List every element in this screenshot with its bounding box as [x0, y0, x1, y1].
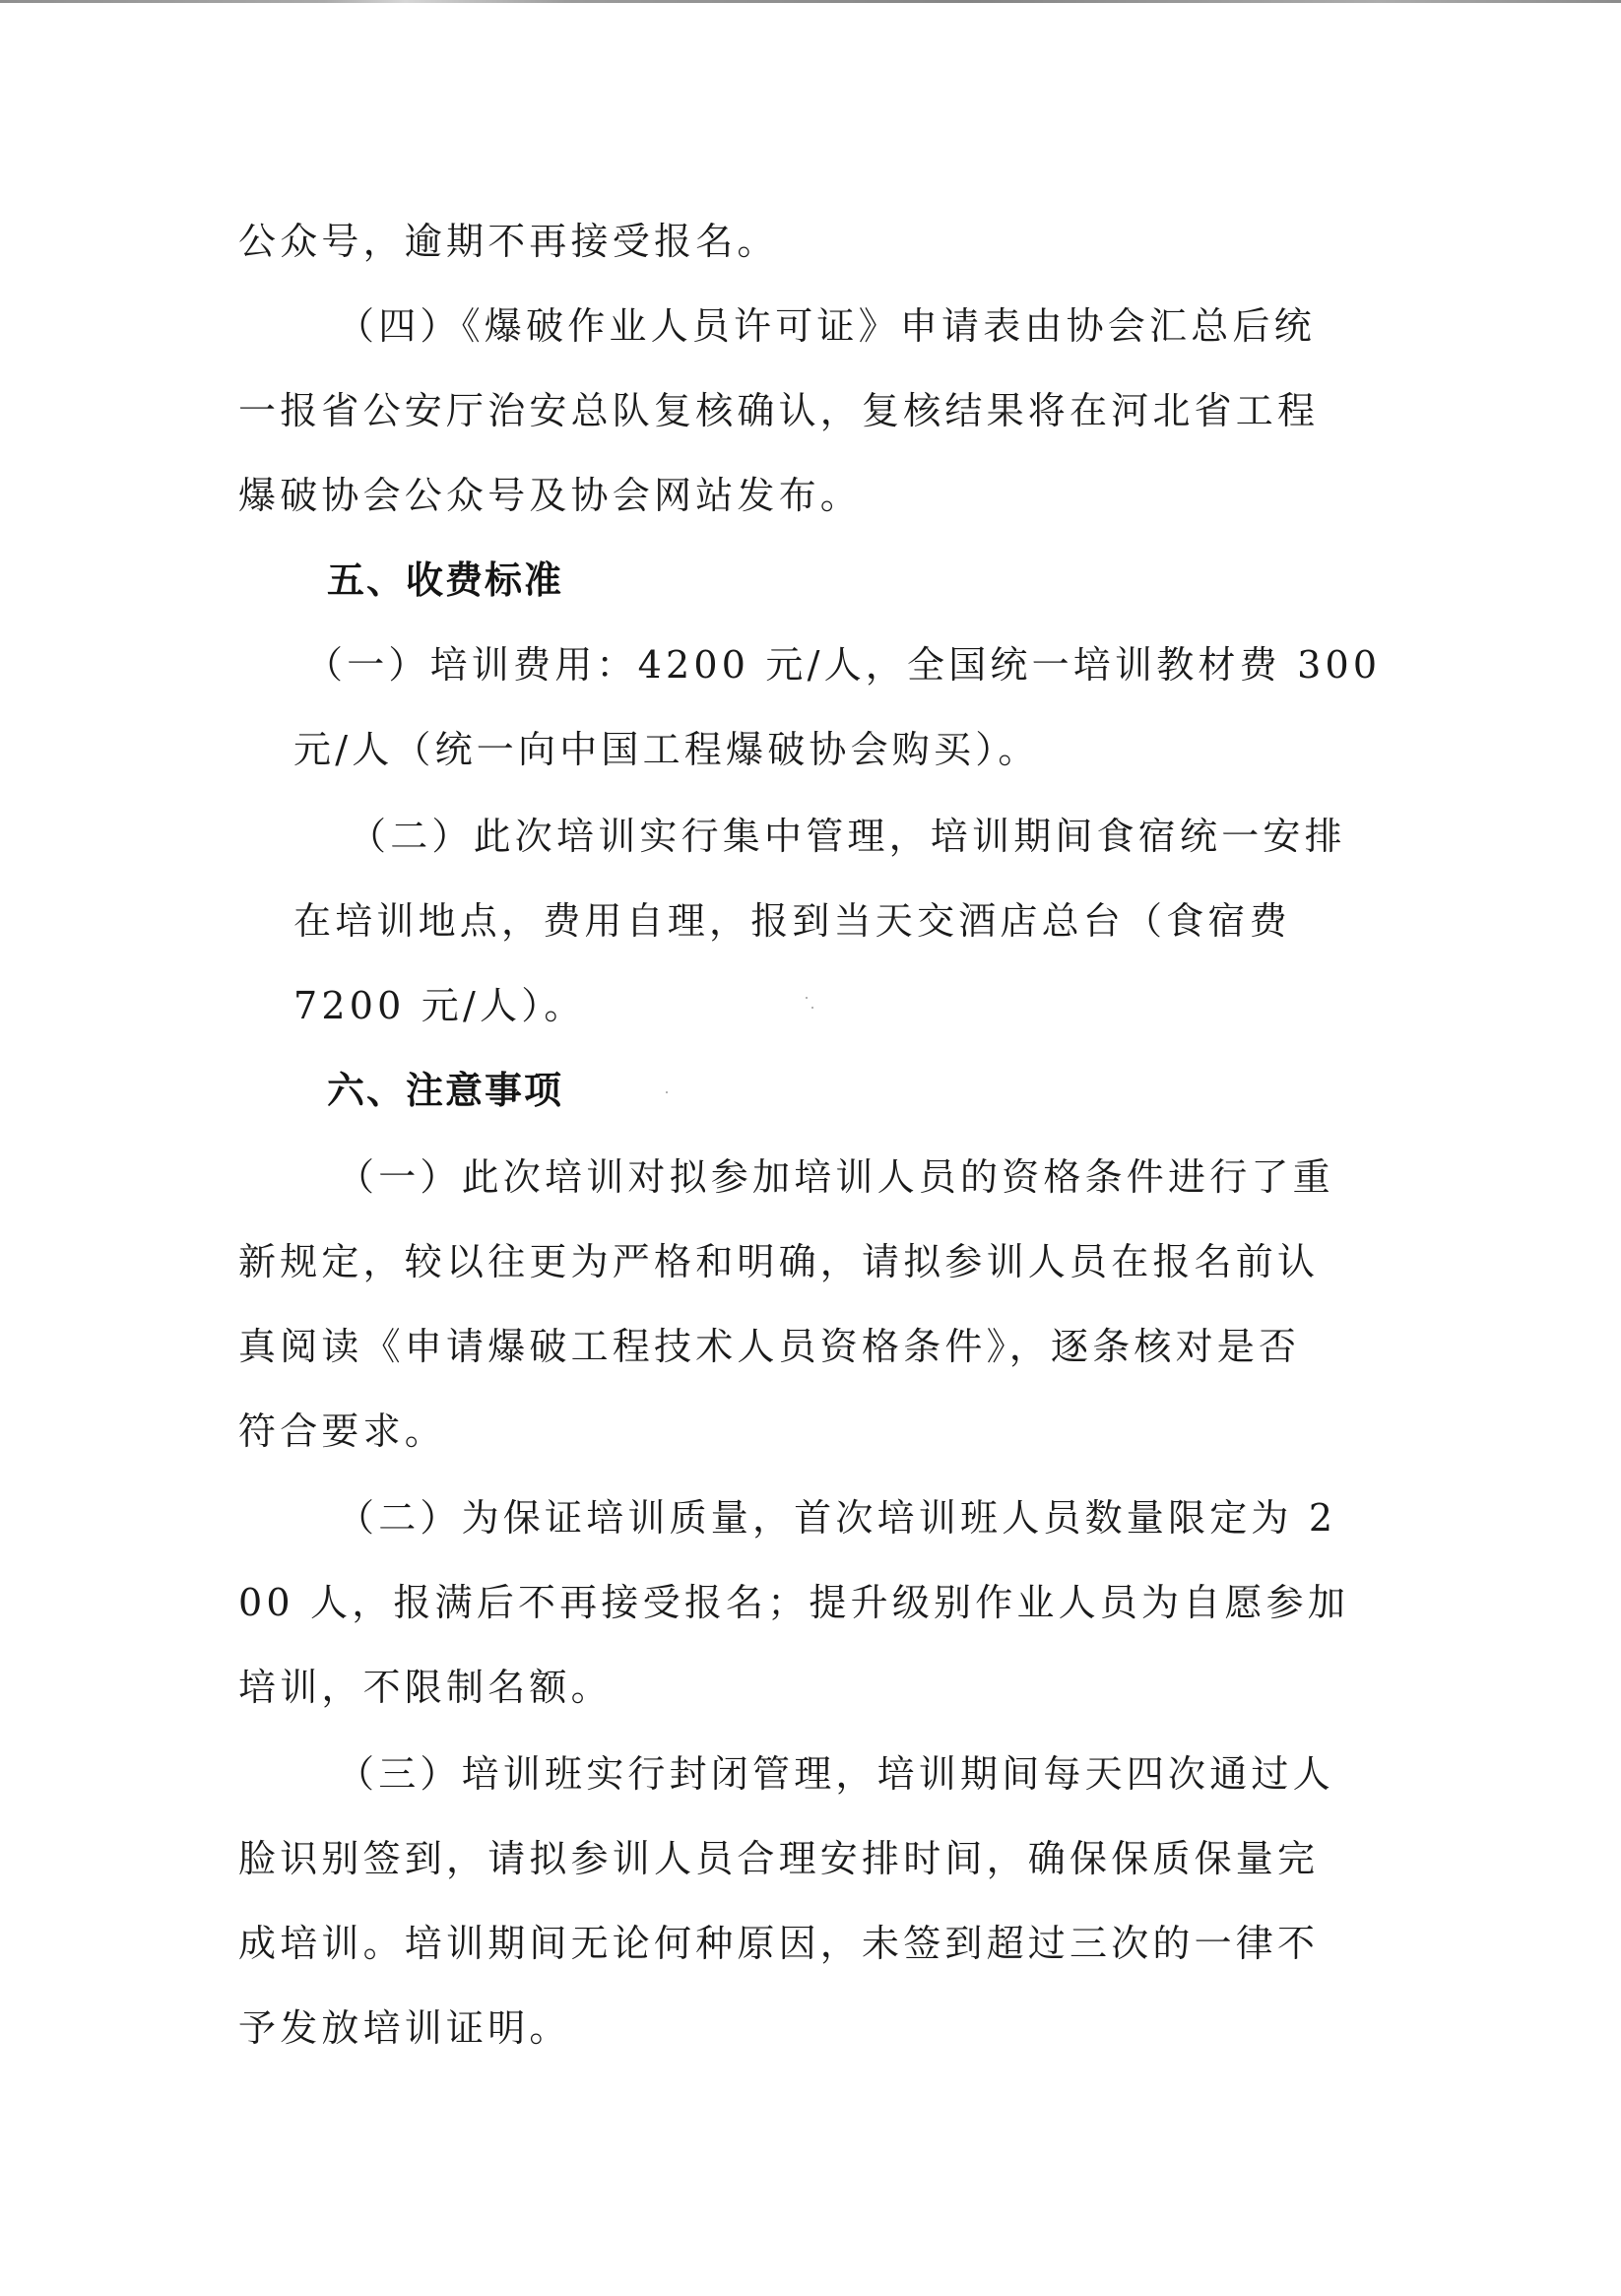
- section-heading-fees: 五、收费标准: [327, 558, 564, 602]
- scan-top-edge: [0, 0, 1621, 3]
- paragraph-line: 00 人，报满后不再接受报名；提升级别作业人员为自愿参加: [238, 1581, 1350, 1624]
- scan-speck: [811, 1007, 813, 1009]
- paragraph-line: 一报省公安厅治安总队复核确认，复核结果将在河北省工程: [238, 389, 1320, 432]
- paragraph-line: （二）为保证培训质量，首次培训班人员数量限定为 2: [337, 1496, 1337, 1540]
- paragraph-line: 7200 元/人）。: [293, 984, 586, 1027]
- section-heading-notes: 六、注意事项: [327, 1069, 564, 1112]
- paragraph-line: 予发放培训证明。: [238, 2006, 571, 2050]
- paragraph-line: 元/人（统一向中国工程爆破协会购买）。: [293, 728, 1040, 771]
- paragraph-line: 培训，不限制名额。: [238, 1666, 613, 1709]
- paragraph-line: 公众号，逾期不再接受报名。: [238, 220, 779, 263]
- paragraph-line: 符合要求。: [238, 1410, 447, 1453]
- scan-speck: [666, 1091, 668, 1093]
- paragraph-line: 成培训。培训期间无论何种原因，未签到超过三次的一律不: [238, 1922, 1320, 1965]
- paragraph-line: 爆破协会公众号及协会网站发布。: [238, 474, 863, 517]
- paragraph-line: （三）培训班实行封闭管理，培训期间每天四次通过人: [337, 1752, 1334, 1796]
- paragraph-line: （四）《爆破作业人员许可证》申请表由协会汇总后统: [337, 304, 1316, 348]
- paragraph-line: （二）此次培训实行集中管理，培训期间食宿统一安排: [349, 815, 1346, 858]
- paragraph-line: 脸识别签到，请拟参训人员合理安排时间，确保保质保量完: [238, 1837, 1320, 1880]
- paragraph-line: （一）此次培训对拟参加培训人员的资格条件进行了重: [337, 1155, 1334, 1199]
- paragraph-line: （一）培训费用：4200 元/人，全国统一培训教材费 300: [305, 643, 1382, 687]
- scan-speck: [806, 997, 808, 999]
- paragraph-line: 在培训地点，费用自理，报到当天交酒店总台（食宿费: [293, 899, 1291, 943]
- paragraph-line: 真阅读《申请爆破工程技术人员资格条件》，逐条核对是否: [238, 1325, 1301, 1368]
- paragraph-line: 新规定，较以往更为严格和明确，请拟参训人员在报名前认: [238, 1240, 1320, 1283]
